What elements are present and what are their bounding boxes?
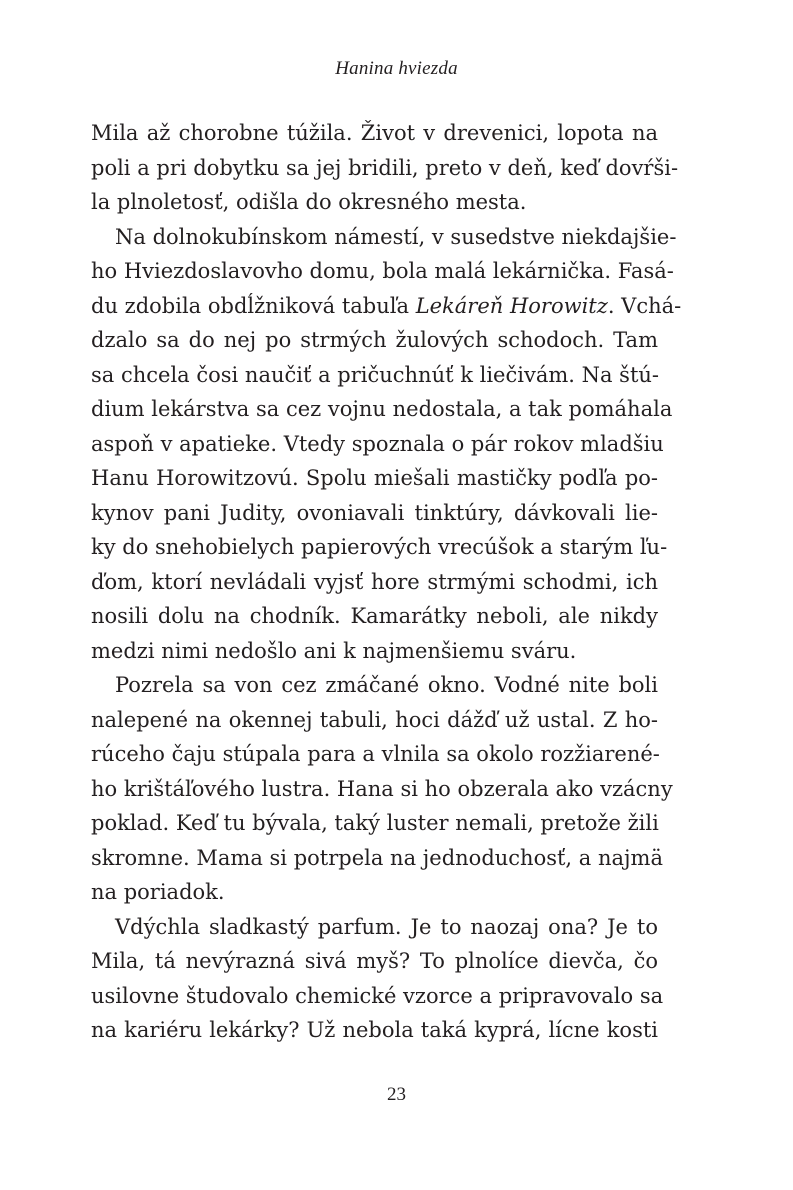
text-line: la plnoletosť, odišla do okresného mesta. [91, 190, 527, 214]
text-line: Hanu Horowitzovú. Spolu miešali mastičky podľa po- [91, 466, 658, 490]
text-line: dium lekárstva sa cez vojnu nedostala, a tak pomáhala [91, 397, 673, 421]
text-line: rúceho čaju stúpala para a vlnila sa okolo rozžiarené- [91, 742, 660, 766]
text-line: Mila až chorobne túžila. Život v drevenici, lopota na [91, 121, 658, 145]
text-line: ho krištáľového lustra. Hana si ho obzerala ako vzácny [91, 776, 673, 801]
shop-name-italic: Lekáreň Horowitz [415, 293, 608, 318]
text-line: na poriadok. [91, 880, 225, 904]
text-line: Pozrela sa von cez zmáčané okno. Vodné nite boli [115, 673, 658, 697]
text-line: dzalo sa do nej po strmých žulových schodoch. Tam [91, 328, 658, 352]
running-header: Hanina hviezda [335, 58, 458, 79]
page-number: 23 [387, 1084, 406, 1105]
body-text [91, 116, 682, 1048]
text-line: poklad. Keď tu bývala, taký luster nemali, pretože žili [91, 811, 659, 835]
text-line: sa chcela čosi naučiť a pričuchnúť k liečivám. Na štú- [91, 362, 660, 387]
text-line: Na dolnokubínskom námestí, v susedstve niekdajšie- [115, 224, 677, 249]
text-line: na kariéru lekárky? Už nebola taká kyprá, lícne kosti [91, 1018, 658, 1042]
text-line: usilovne študovalo chemické vzorce a pripravovalo sa [91, 983, 664, 1008]
text-line: skromne. Mama si potrpela na jednoduchosť, a najmä [91, 845, 663, 870]
text-line: du zdobila obdĺžniková tabuľa Lekáreň Horowitz. Vchá- [91, 293, 682, 318]
text-line: medzi nimi nedošlo ani k najmenšiemu sváru. [91, 638, 577, 663]
text-line: Mila, tá nevýrazná sivá myš? To plnolíce dievča, čo [91, 949, 658, 973]
text-line: nosili dolu na chodník. Kamarátky neboli, ale nikdy [91, 604, 658, 628]
text-line: nalepené na okennej tabuli, hoci dážď už ustal. Z ho- [91, 707, 658, 732]
text-line: Vdýchla sladkastý parfum. Je to naozaj ona? Je to [115, 914, 658, 939]
text-line: poli a pri dobytku sa jej bridili, preto v deň, keď dovŕši- [91, 155, 679, 180]
text-line: ho Hviezdoslavovho domu, bola malá lekárnička. Fasá- [91, 259, 674, 283]
text-line: ky do snehobielych papierových vrecúšok a starým ľu- [91, 535, 668, 559]
text-line: kynov pani Judity, ovoniavali tinktúry, dávkovali lie- [91, 500, 658, 525]
text-line: aspoň v apatieke. Vtedy spoznala o pár rokov mladšiu [91, 431, 664, 456]
text-line: ďom, ktorí nevládali vyjsť hore strmými schodmi, ich [91, 569, 658, 594]
